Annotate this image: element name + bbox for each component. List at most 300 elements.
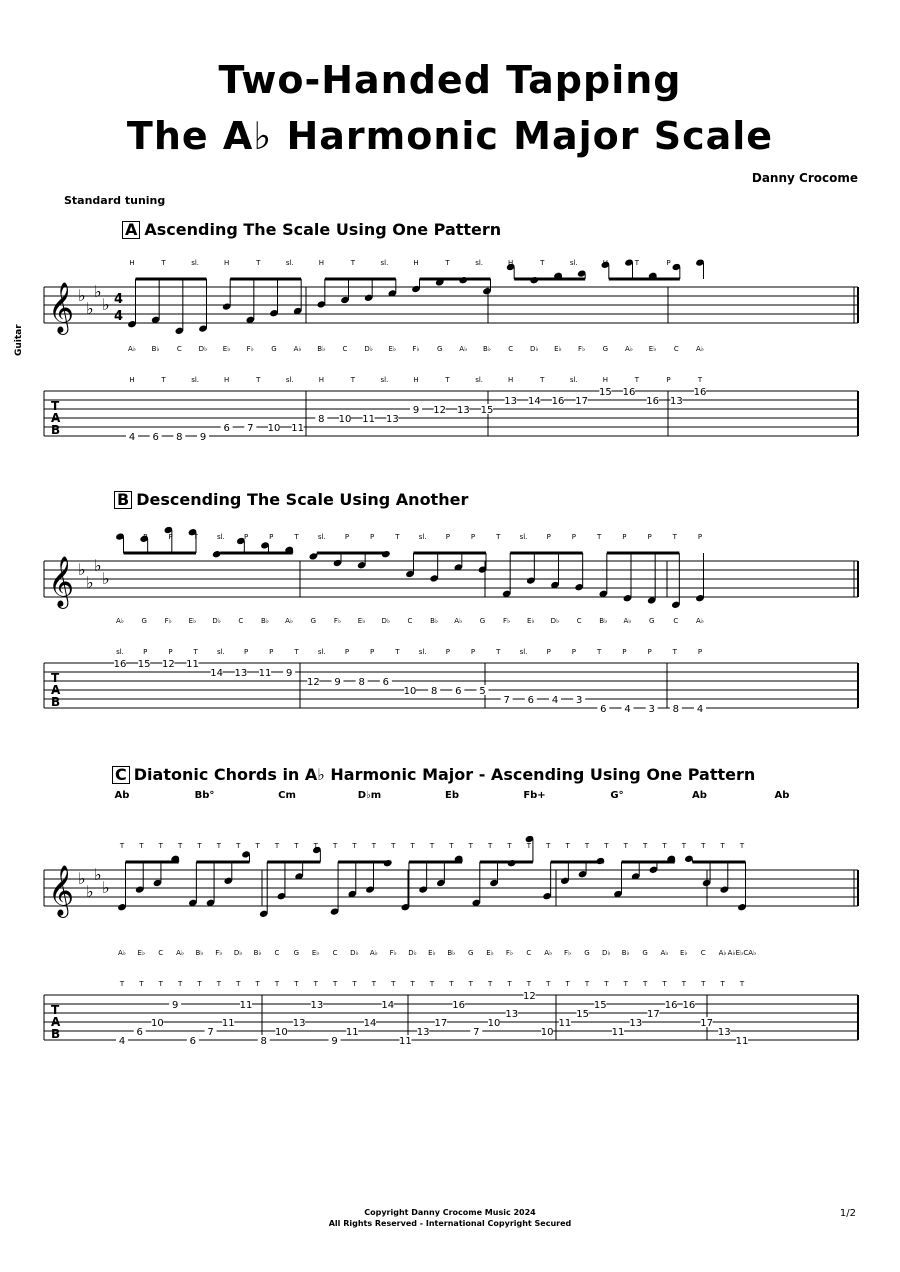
tab-clef-t: T	[51, 1003, 60, 1017]
technique-label: T	[332, 842, 338, 850]
technique-label: T	[161, 259, 166, 267]
tab-technique-label: T	[623, 980, 628, 988]
note-name-label: E♭	[680, 949, 688, 957]
technique-label: sl.	[116, 533, 124, 541]
tab-fret-number: 12	[306, 677, 320, 688]
tab-fret-number: 11	[362, 414, 376, 425]
tab-fret-number: 11	[735, 1036, 749, 1047]
tab-fret-number: 9	[171, 1000, 179, 1011]
note-name-label: C	[176, 345, 182, 353]
tab-fret-number: 11	[291, 423, 305, 434]
tab-fret-number: 15	[593, 1000, 607, 1011]
flat-sign-icon: ♭	[78, 869, 86, 888]
tab-technique-label: T	[177, 980, 183, 988]
tab-technique-label: P	[666, 376, 671, 384]
tab-technique-label: H	[508, 376, 514, 384]
tab-fret-number: 8	[672, 704, 680, 715]
tab-fret-number: 7	[247, 423, 254, 434]
chord-symbol: G°	[610, 790, 624, 801]
technique-label: T	[158, 842, 163, 850]
technique-label: H	[508, 259, 514, 267]
technique-label: sl.	[569, 259, 578, 267]
tab-technique-label: T	[395, 648, 400, 656]
title-line-1: Two-Handed Tapping	[218, 58, 682, 102]
tab-fret-number: 6	[455, 686, 462, 697]
note-name-label: D♭	[602, 949, 611, 957]
technique-label: T	[642, 842, 648, 850]
tab-technique-label: sl.	[569, 376, 578, 384]
flat-sign-icon: ♭	[86, 299, 94, 318]
technique-label: T	[445, 259, 450, 267]
note-name-label: A♭	[459, 345, 468, 353]
technique-label: T	[487, 842, 493, 850]
flat-sign-icon: ♭	[86, 882, 94, 901]
technique-label: T	[596, 533, 602, 541]
tab-fret-number: 8	[260, 1036, 267, 1047]
technique-label: T	[634, 259, 640, 267]
technique-label: P	[647, 533, 652, 541]
technique-label: T	[177, 842, 183, 850]
technique-label: P	[168, 533, 173, 541]
tab-fret-number: 16	[682, 1000, 696, 1011]
note-name-label: F♭	[164, 617, 172, 625]
tab-technique-label: sl.	[380, 376, 389, 384]
tab-fret-number: 4	[118, 1036, 126, 1047]
tab-fret-number: 11	[558, 1018, 572, 1029]
tab-technique-label: H	[413, 376, 419, 384]
tab-clef-a: A	[51, 1015, 61, 1029]
tab-fret-number: 17	[575, 396, 589, 407]
tab-technique-label: T	[596, 648, 602, 656]
tab-technique-label: T	[236, 980, 241, 988]
technique-label: T	[371, 842, 377, 850]
copyright-line-2: All Rights Reserved - International Copyright Secured	[328, 1219, 572, 1228]
tab-technique-label: T	[193, 648, 198, 656]
tab-technique-label: T	[634, 376, 640, 384]
technique-label: sl.	[317, 533, 326, 541]
tab-technique-label: T	[352, 980, 357, 988]
instrument-label: Guitar	[14, 324, 24, 356]
tab-technique-label: sl.	[475, 376, 484, 384]
tab-fret-number: 13	[292, 1018, 306, 1029]
tab-fret-number: 11	[258, 668, 272, 679]
note-name-label: A♭	[369, 949, 378, 957]
tuning-label: Standard tuning	[64, 194, 166, 207]
tab-technique-label: sl.	[285, 376, 294, 384]
tab-fret-number: 13	[416, 1027, 430, 1038]
tab-technique-label: T	[216, 980, 222, 988]
tab-fret-number: 6	[223, 423, 230, 434]
tab-fret-number: 16	[646, 396, 660, 407]
tab-technique-label: P	[470, 648, 476, 656]
note-name-label: A♭	[176, 949, 185, 957]
note-name-label: B♭	[430, 617, 439, 625]
tab-clef-a: A	[51, 411, 61, 425]
note-name-label: A♭	[544, 949, 553, 957]
note-name-label: C	[673, 345, 679, 353]
tab-technique-label: T	[256, 376, 261, 384]
tab-technique-label: T	[681, 980, 687, 988]
technique-label: T	[255, 842, 260, 850]
note-name-label: D♭	[529, 345, 539, 353]
note-name-label: C	[407, 617, 413, 625]
note-name-label: F♭	[333, 617, 342, 625]
tab-fret-number: 13	[456, 405, 470, 416]
tab-fret-number: 15	[598, 387, 612, 398]
note-name-label: E♭	[311, 949, 320, 957]
note-name-label: C	[274, 949, 280, 957]
technique-label: T	[352, 842, 357, 850]
tab-fret-number: 3	[648, 704, 655, 715]
technique-label: H	[129, 259, 135, 267]
note-name-label: G	[141, 617, 147, 625]
tab-technique-label: H	[129, 376, 135, 384]
note-name-label: A♭	[454, 617, 463, 625]
technique-label: P	[445, 533, 450, 541]
tab-fret-number: 13	[504, 396, 518, 407]
tab-technique-label: sl.	[317, 648, 326, 656]
chord-symbol: Eb	[445, 790, 459, 801]
tab-technique-label: T	[449, 980, 454, 988]
tab-technique-label: T	[468, 980, 473, 988]
flat-sign-icon: ♭	[78, 286, 86, 305]
tab-technique-label: T	[507, 980, 512, 988]
note-name-label: E♭	[526, 617, 535, 625]
technique-label: sl.	[418, 533, 427, 541]
tab-technique-label: T	[672, 648, 677, 656]
treble-clef-icon: 𝄞	[48, 282, 75, 333]
note-name-label: E♭	[428, 949, 436, 957]
tab-fret-number: 6	[382, 677, 390, 688]
tab-clef-b: B	[51, 423, 61, 437]
tab-fret-number: 17	[434, 1018, 448, 1029]
tab-technique-label: T	[410, 980, 415, 988]
tab-fret-number: 16	[693, 387, 707, 398]
tab-technique-label: H	[318, 376, 324, 384]
tab-clef-b: B	[51, 1027, 61, 1041]
tab-fret-number: 6	[600, 704, 607, 715]
tab-technique-label: T	[158, 980, 163, 988]
note-name-label: D♭	[198, 345, 208, 353]
tab-fret-number: 13	[310, 1000, 324, 1011]
note-name-label: E♭	[388, 345, 397, 353]
technique-label: P	[622, 533, 627, 541]
note-name-label: A♭	[660, 949, 669, 957]
technique-label: T	[429, 842, 435, 850]
note-name-label: D♭	[364, 345, 374, 353]
tab-technique-label: P	[344, 648, 350, 656]
tab-technique-label: T	[701, 980, 706, 988]
tab-technique-label: T	[119, 980, 125, 988]
technique-label: T	[236, 842, 241, 850]
flat-sign-icon: ♭	[94, 556, 102, 575]
note-name-label: G	[642, 949, 648, 957]
technique-label: T	[350, 259, 356, 267]
technique-label: sl.	[380, 259, 389, 267]
flat-sign-icon: ♭	[102, 569, 110, 588]
tab-fret-number: 13	[629, 1018, 643, 1029]
note-name-label: F♭	[503, 617, 511, 625]
note-name-label: E♭	[648, 345, 657, 353]
technique-label: T	[197, 842, 202, 850]
tab-fret-number: 9	[412, 405, 420, 416]
tab-fret-number: 10	[275, 1027, 288, 1038]
composer-name: Danny Crocome	[751, 171, 858, 185]
tab-technique-label: T	[332, 980, 338, 988]
note-name-label: G	[271, 345, 277, 353]
technique-label: T	[507, 842, 512, 850]
tab-clef-t: T	[51, 671, 60, 685]
technique-label: T	[313, 842, 318, 850]
tab-fret-number: 7	[207, 1027, 214, 1038]
tab-fret-number: 12	[523, 991, 536, 1002]
tab-technique-label: H	[224, 376, 230, 384]
chord-symbol: Ab	[774, 790, 790, 801]
tab-fret-number: 10	[487, 1018, 501, 1029]
technique-label: sl.	[191, 259, 200, 267]
technique-label: T	[139, 842, 144, 850]
note-name-label: C	[508, 345, 514, 353]
tab-fret-number: 14	[381, 1000, 395, 1011]
tab-fret-number: 12	[161, 659, 175, 670]
flat-sign-icon: ♭	[94, 865, 102, 884]
technique-label: P	[470, 533, 476, 541]
technique-label: H	[224, 259, 230, 267]
tab-technique-label: T	[313, 980, 318, 988]
tab-technique-label: T	[565, 980, 570, 988]
technique-label: P	[697, 533, 703, 541]
note-name-label: F♭	[215, 949, 223, 957]
technique-label: sl.	[519, 533, 528, 541]
technique-label: P	[269, 533, 274, 541]
tab-technique-label: P	[571, 648, 577, 656]
tab-fret-number: 10	[403, 686, 417, 697]
tab-fret-number: 9	[199, 432, 207, 443]
section-a-title: Ascending The Scale Using One Pattern	[144, 220, 502, 239]
tab-fret-number: 16	[452, 1000, 465, 1011]
tab-technique-label: T	[604, 980, 609, 988]
tab-fret-number: 11	[221, 1018, 235, 1029]
tab-fret-number: 11	[611, 1027, 625, 1038]
tab-fret-number: 4	[128, 432, 136, 443]
note-name-label: A♭	[695, 617, 705, 625]
tab-fret-number: 13	[505, 1009, 519, 1020]
rehearsal-mark-a: A	[122, 221, 140, 239]
tab-technique-label: P	[697, 648, 703, 656]
technique-label: P	[666, 259, 671, 267]
title-line-2: The A♭ Harmonic Major Scale	[126, 114, 774, 158]
tab-fret-number: 14	[363, 1018, 377, 1029]
note-name-label: A♭	[127, 345, 137, 353]
chord-symbol: Bb°	[194, 790, 215, 801]
note-name-label: C	[332, 949, 338, 957]
tab-technique-label: T	[139, 980, 144, 988]
tab-fret-number: 16	[622, 387, 636, 398]
tab-fret-number: 11	[239, 1000, 253, 1011]
technique-label: sl.	[285, 259, 294, 267]
technique-label: sl.	[216, 533, 225, 541]
note-name-label: E♭	[357, 617, 366, 625]
note-name-label: D♭	[550, 617, 560, 625]
note-name-label: D♭	[381, 617, 391, 625]
tab-technique-label: P	[647, 648, 652, 656]
note-name-label: A♭	[718, 949, 727, 957]
flat-sign-icon: ♭	[102, 878, 110, 897]
technique-label: T	[540, 259, 545, 267]
technique-label: T	[274, 842, 280, 850]
note-name-label: G	[293, 949, 300, 957]
tab-technique-label: T	[720, 980, 725, 988]
technique-label: sl.	[475, 259, 484, 267]
tab-technique-label: T	[487, 980, 493, 988]
tab-fret-number: 17	[700, 1018, 713, 1029]
note-name-label: C	[673, 617, 679, 625]
flat-sign-icon: ♭	[78, 560, 86, 579]
note-name-label: E♭	[554, 345, 562, 353]
technique-label: T	[565, 842, 570, 850]
note-name-label: G	[479, 617, 486, 625]
technique-label: T	[662, 842, 667, 850]
note-name-label: B♭	[151, 345, 160, 353]
tab-technique-label: sl.	[216, 648, 225, 656]
note-name-label: G	[648, 617, 655, 625]
tab-fret-number: 11	[186, 659, 199, 670]
flat-sign-icon: ♭	[86, 573, 94, 592]
tab-technique-label: T	[697, 376, 703, 384]
note-name-label: A♭E♭CA♭	[727, 949, 757, 957]
note-name-label: F♭	[389, 949, 397, 957]
note-name-label: E♭	[137, 949, 146, 957]
note-name-label: F♭	[505, 949, 514, 957]
tab-fret-number: 15	[480, 405, 494, 416]
tab-fret-number: 8	[318, 414, 325, 425]
rehearsal-mark-b: B	[114, 491, 132, 509]
tab-fret-number: 10	[151, 1018, 164, 1029]
tab-technique-label: T	[662, 980, 667, 988]
note-name-label: G	[602, 345, 609, 353]
technique-label: T	[496, 533, 501, 541]
technique-label: H	[602, 259, 608, 267]
tab-technique-label: P	[243, 648, 249, 656]
note-name-label: C	[700, 949, 706, 957]
tab-fret-number: 6	[189, 1036, 197, 1047]
tab-technique-label: sl.	[519, 648, 528, 656]
note-name-label: B♭	[260, 617, 270, 625]
note-name-label: A♭	[115, 617, 125, 625]
tab-technique-label: T	[294, 980, 299, 988]
tab-technique-label: T	[526, 980, 532, 988]
chord-symbol: Ab	[692, 790, 707, 801]
tab-technique-label: T	[371, 980, 377, 988]
tab-technique-label: T	[496, 648, 501, 656]
tab-technique-label: T	[255, 980, 260, 988]
note-name-label: F♭	[412, 345, 420, 353]
time-signature-bottom: 4	[114, 309, 124, 324]
technique-label: T	[193, 533, 198, 541]
tab-fret-number: 14	[527, 396, 541, 407]
tab-fret-number: 7	[503, 695, 510, 706]
tab-fret-number: 14	[210, 668, 224, 679]
tab-clef-t: T	[51, 399, 60, 413]
note-name-label: D♭	[233, 949, 243, 957]
technique-label: T	[410, 842, 415, 850]
tab-fret-number: 10	[267, 423, 281, 434]
tab-fret-number: 15	[137, 659, 151, 670]
technique-label: P	[546, 533, 551, 541]
tab-fret-number: 15	[576, 1009, 589, 1020]
note-name-label: A♭	[623, 617, 632, 625]
technique-label: T	[681, 842, 687, 850]
tab-clef-b: B	[51, 695, 61, 709]
section-c-title: Diatonic Chords in A♭ Harmonic Major - Ascending Using One Pattern	[133, 765, 756, 784]
note-name-label: D♭	[408, 949, 417, 957]
tab-technique-label: P	[269, 648, 274, 656]
tab-fret-number: 9	[285, 668, 293, 679]
technique-label: T	[526, 842, 532, 850]
tab-technique-label: T	[445, 376, 450, 384]
tab-fret-number: 6	[527, 695, 535, 706]
tab-technique-label: T	[584, 980, 590, 988]
tab-technique-label: T	[391, 980, 396, 988]
tab-technique-label: P	[143, 648, 148, 656]
tab-fret-number: 17	[647, 1009, 660, 1020]
technique-label: P	[571, 533, 577, 541]
technique-label: T	[294, 842, 299, 850]
tab-fret-number: 6	[152, 432, 159, 443]
technique-label: T	[623, 842, 628, 850]
tab-fret-number: 9	[331, 1036, 338, 1047]
tab-technique-label: T	[350, 376, 356, 384]
technique-label: T	[701, 842, 706, 850]
technique-label: T	[256, 259, 261, 267]
note-name-label: D♭	[350, 949, 359, 957]
tab-fret-number: 12	[433, 405, 447, 416]
tab-fret-number: 13	[234, 668, 248, 679]
copyright-line-1: Copyright Danny Crocome Music 2024	[364, 1208, 536, 1217]
tab-fret-number: 9	[334, 677, 341, 688]
note-name-label: C	[158, 949, 164, 957]
technique-label: T	[697, 259, 703, 267]
technique-label: T	[672, 533, 677, 541]
copyright-footer	[0, 1207, 900, 1229]
technique-label: T	[449, 842, 454, 850]
note-name-label: B♭	[253, 949, 262, 957]
tab-technique-label: sl.	[191, 376, 200, 384]
technique-label: P	[243, 533, 249, 541]
flat-sign-icon: ♭	[102, 295, 110, 314]
chord-symbol: Ab	[114, 790, 130, 801]
tab-fret-number: 8	[430, 686, 438, 697]
note-name-label: G	[468, 949, 474, 957]
tab-technique-label: T	[739, 980, 745, 988]
tab-fret-number: 6	[136, 1027, 143, 1038]
technique-label: T	[468, 842, 473, 850]
technique-label: T	[395, 533, 400, 541]
chord-symbol: Cm	[278, 790, 296, 801]
tab-technique-label: P	[370, 648, 375, 656]
tab-technique-label: sl.	[418, 648, 427, 656]
tab-fret-number: 13	[717, 1027, 731, 1038]
page-number: 1/2	[839, 1208, 856, 1219]
tab-fret-number: 4	[696, 704, 704, 715]
note-name-label: F♭	[578, 345, 586, 353]
technique-label: T	[216, 842, 222, 850]
note-name-label: A♭	[293, 345, 302, 353]
note-name-label: C	[238, 617, 244, 625]
note-name-label: A♭	[285, 617, 294, 625]
tab-technique-label: T	[294, 648, 299, 656]
note-name-label: B♭	[599, 617, 608, 625]
